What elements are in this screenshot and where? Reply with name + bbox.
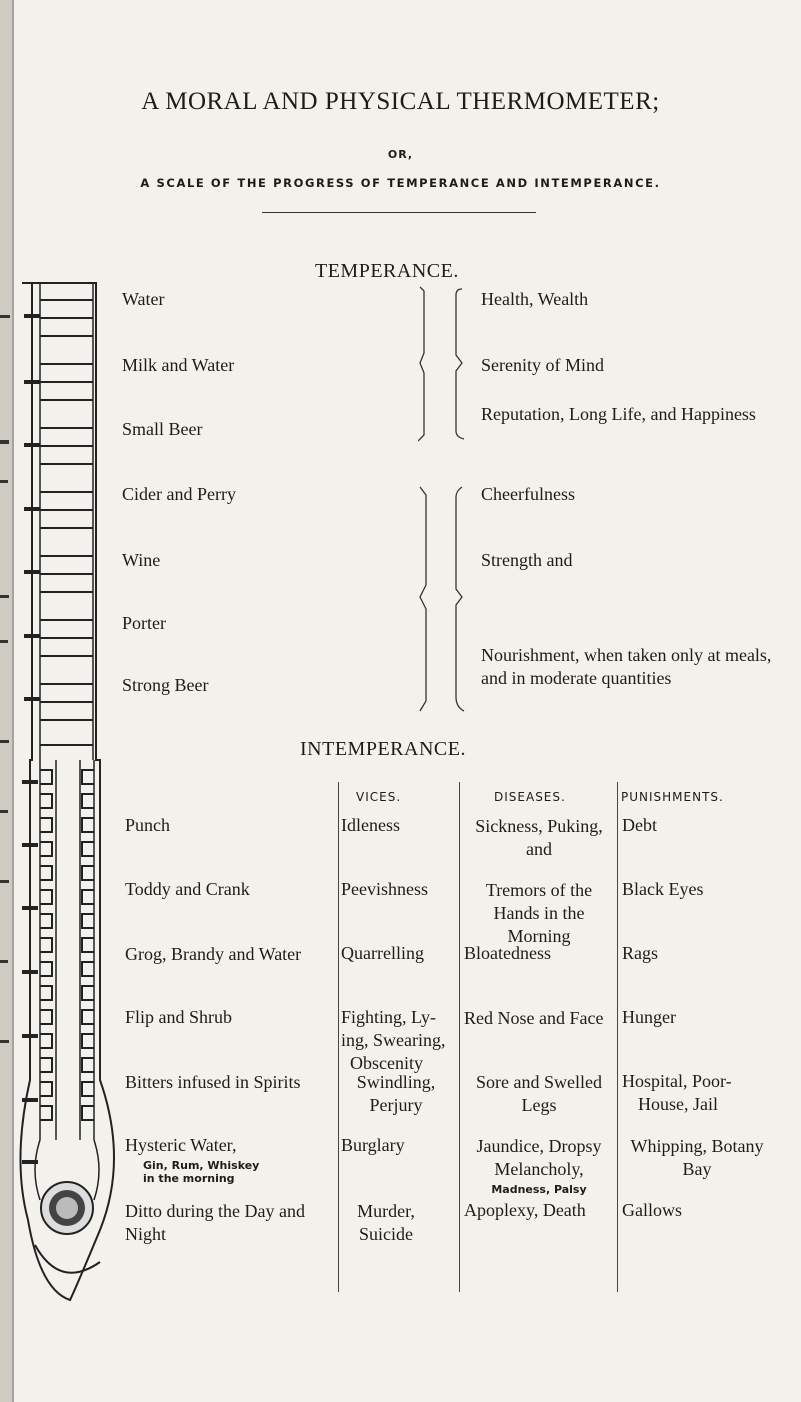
- column-divider: [459, 782, 460, 1292]
- disease-cell: Bloatedness: [464, 943, 551, 963]
- vice-cell: Fighting, Ly-: [341, 1007, 437, 1027]
- page-title: A MORAL AND PHYSICAL THERMOMETER;: [141, 88, 660, 115]
- brace-bracket: [418, 285, 478, 445]
- punishment-cell: Gallows: [622, 1200, 682, 1220]
- disease-cell: Jaundice, Dropsy Melancholy,: [476, 1136, 602, 1179]
- punishment-cell: Rags: [622, 943, 658, 963]
- temperance-drink: Cider and Perry: [122, 484, 236, 504]
- vice-cell: Murder, Suicide: [357, 1201, 415, 1244]
- disease-note: Madness, Palsy: [491, 1183, 587, 1196]
- title-divider: [262, 212, 536, 213]
- disease-cell: Sore and Swelled Legs: [476, 1072, 602, 1115]
- column-header-diseases: DISEASES.: [494, 790, 566, 804]
- disease-cell: Red Nose and Face: [464, 1008, 604, 1028]
- vice-cell: Burglary: [341, 1135, 405, 1155]
- intemperance-heading: INTEMPERANCE.: [300, 738, 466, 760]
- brace-bracket: [418, 485, 478, 715]
- column-header-punishments: PUNISHMENTS.: [621, 790, 724, 804]
- punishment-cell: Hospital, Poor-: [622, 1071, 732, 1091]
- temperance-drink: Small Beer: [122, 419, 203, 439]
- temperance-effect: Strength and: [481, 550, 573, 570]
- title-or: OR,: [387, 148, 414, 161]
- punishment-cell: House, Jail: [638, 1094, 718, 1114]
- intemperance-drink: Bitters infused in Spirits: [125, 1072, 301, 1092]
- intemperance-drink: Grog, Brandy and Water: [125, 944, 302, 964]
- temperance-effect: Serenity of Mind: [481, 355, 604, 375]
- intemperance-drink: Punch: [125, 815, 170, 835]
- punishment-cell: Debt: [622, 815, 657, 835]
- temperance-drink: Water: [122, 289, 165, 309]
- vice-cell: Quarrelling: [341, 943, 424, 963]
- disease-cell: Sickness, Puking, and: [475, 816, 603, 859]
- drink-note: Gin, Rum, Whiskey in the morning: [143, 1159, 260, 1185]
- intemperance-drink: Toddy and Crank: [125, 879, 250, 899]
- temperance-drink: Strong Beer: [122, 675, 209, 695]
- punishment-cell: Whipping, Botany Bay: [630, 1136, 764, 1179]
- thermometer-icon: [0, 0, 140, 1402]
- column-header-vices: VICES.: [356, 790, 402, 804]
- temperance-effect: Cheerfulness: [481, 484, 575, 504]
- temperance-drink: Porter: [122, 613, 166, 633]
- subtitle: A SCALE OF THE PROGRESS OF TEMPERANCE AND INTEMPERANCE.: [140, 176, 661, 190]
- intemperance-drink: Hysteric Water,: [125, 1135, 237, 1155]
- temperance-drink: Milk and Water: [122, 355, 235, 375]
- punishment-cell: Hunger: [622, 1007, 676, 1027]
- vice-cell: Idleness: [341, 815, 400, 835]
- temperance-effect: Reputation, Long Life, and Happiness: [481, 404, 756, 424]
- temperance-drink: Wine: [122, 550, 161, 570]
- temperance-heading: TEMPERANCE.: [315, 260, 459, 282]
- disease-cell: Apoplexy, Death: [464, 1200, 586, 1220]
- intemperance-drink: Ditto during the Day and Night: [125, 1201, 305, 1244]
- vice-cell: Obscenity: [350, 1053, 423, 1073]
- column-divider: [617, 782, 618, 1292]
- temperance-effect: Nourishment, when taken only at meals, and in moderate quantities: [481, 645, 772, 688]
- temperance-effect: Health, Wealth: [481, 289, 589, 309]
- column-divider: [338, 782, 339, 1292]
- vice-cell: Swindling, Perjury: [356, 1072, 436, 1115]
- disease-cell: Tremors of the Hands in the Morning: [485, 880, 593, 946]
- punishment-cell: Black Eyes: [622, 879, 704, 899]
- intemperance-drink: Flip and Shrub: [125, 1007, 233, 1027]
- vice-cell: ing, Swearing,: [341, 1030, 446, 1050]
- vice-cell: Peevishness: [341, 879, 428, 899]
